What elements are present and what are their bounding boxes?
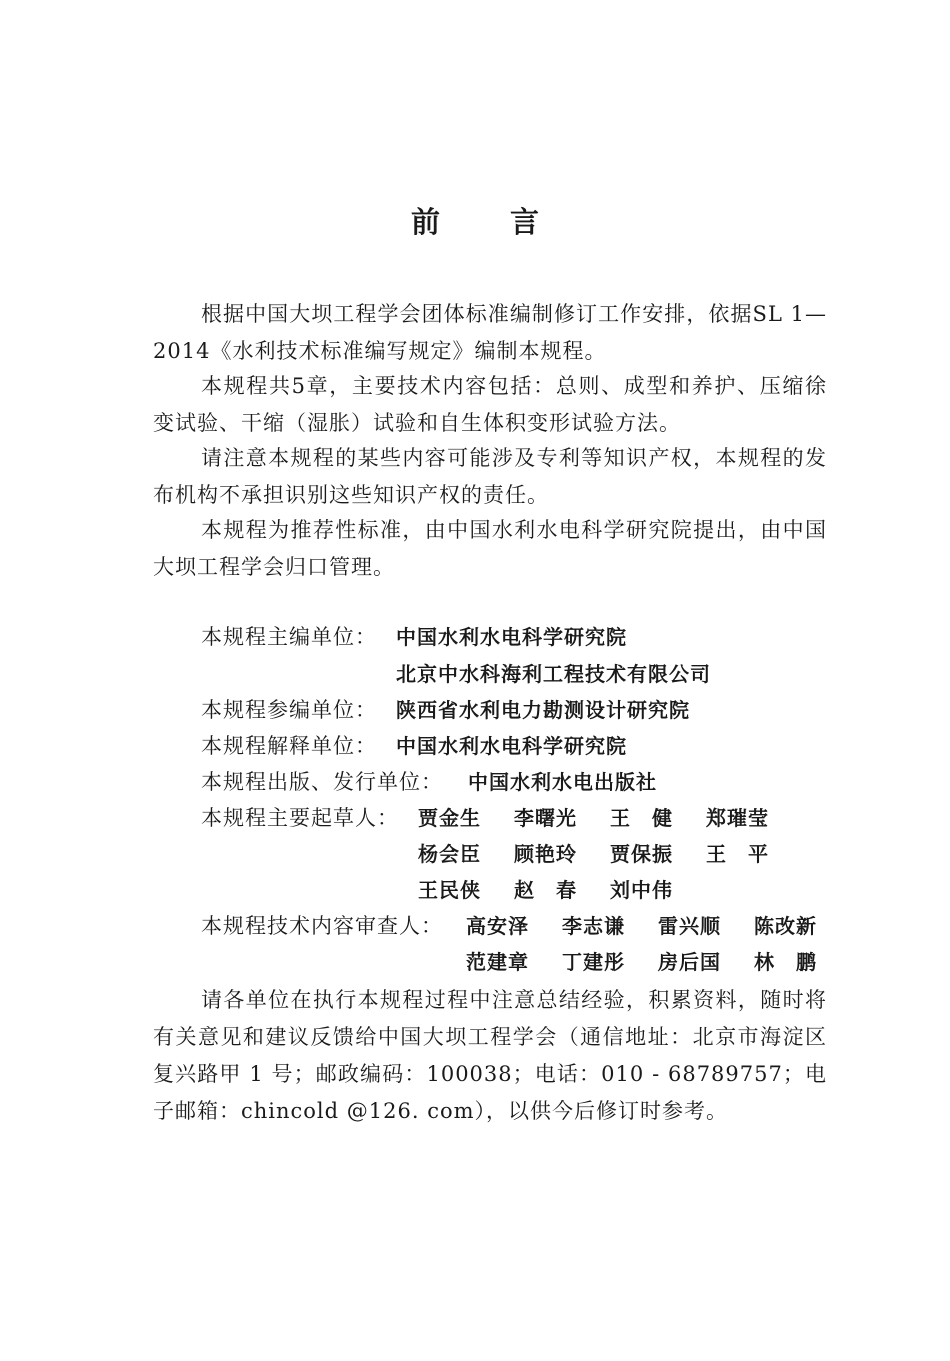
drafter-name: 王民侠 <box>418 878 481 902</box>
reviewer-name: 房后国 <box>658 950 721 974</box>
paragraph-basis: 根据中国大坝工程学会团体标准编制修订工作安排，依据SL 1—2014《水利技术标准编写规定》编制本规程。 <box>153 302 827 363</box>
drafter-name: 赵 春 <box>514 878 577 902</box>
chief-unit-1: 中国水利水电科学研究院 <box>396 625 627 649</box>
chief-unit-2: 北京中水科海利工程技术有限公司 <box>396 662 711 686</box>
drafters-label: 本规程主要起草人： <box>201 806 399 830</box>
drafter-name: 刘中伟 <box>610 878 673 902</box>
chief-unit-label: 本规程主编单位： <box>201 625 377 649</box>
title-char-2: 言 <box>510 205 540 239</box>
page-title <box>0 200 950 241</box>
paragraph-content: 本规程共5章，主要技术内容包括：总则、成型和养护、压缩徐变试验、干缩（湿胀）试验和自生体积变形试验方法。 <box>153 374 827 435</box>
reviewer-name: 丁建彤 <box>562 950 625 974</box>
drafter-name: 杨会臣 <box>418 842 481 866</box>
co-unit-1: 陕西省水利电力勘测设计研究院 <box>396 698 690 722</box>
drafter-name: 顾艳玲 <box>514 842 577 866</box>
publisher-1: 中国水利水电出版社 <box>468 770 657 794</box>
paragraph-feedback: 请各单位在执行本规程过程中注意总结经验，积累资料，随时将有关意见和建议反馈给中国大坝工程学会（通信地址：北京市海淀区复兴路甲 1 号；邮政编码：100038；电话：010 - 68789757；电子邮箱：chincold @126. com），以供今后修订时参考。 <box>153 988 827 1123</box>
publisher-label: 本规程出版、发行单位： <box>201 770 443 794</box>
drafter-name: 郑璀莹 <box>706 806 769 830</box>
drafter-name: 贾金生 <box>418 806 481 830</box>
paragraph-management: 本规程为推荐性标准，由中国水利水电科学研究院提出，由中国大坝工程学会归口管理。 <box>153 518 827 579</box>
title-char-1: 前 <box>410 205 440 239</box>
drafter-name: 贾保振 <box>610 842 673 866</box>
reviewers-label: 本规程技术内容审查人： <box>201 914 443 938</box>
co-unit-label: 本规程参编单位： <box>201 698 377 722</box>
drafter-name: 王 健 <box>610 806 673 830</box>
reviewer-name: 雷兴顺 <box>658 914 721 938</box>
interp-unit-label: 本规程解释单位： <box>201 734 377 758</box>
reviewer-name: 范建章 <box>466 950 529 974</box>
reviewer-name: 李志谦 <box>562 914 625 938</box>
paragraph-patent: 请注意本规程的某些内容可能涉及专利等知识产权，本规程的发布机构不承担识别这些知识产权的责任。 <box>153 446 827 507</box>
drafter-name: 李曙光 <box>514 806 577 830</box>
reviewer-name: 林 鹏 <box>754 950 817 974</box>
interp-unit-1: 中国水利水电科学研究院 <box>396 734 627 758</box>
reviewer-name: 高安泽 <box>466 914 529 938</box>
drafter-name: 王 平 <box>706 842 769 866</box>
reviewer-name: 陈改新 <box>754 914 817 938</box>
